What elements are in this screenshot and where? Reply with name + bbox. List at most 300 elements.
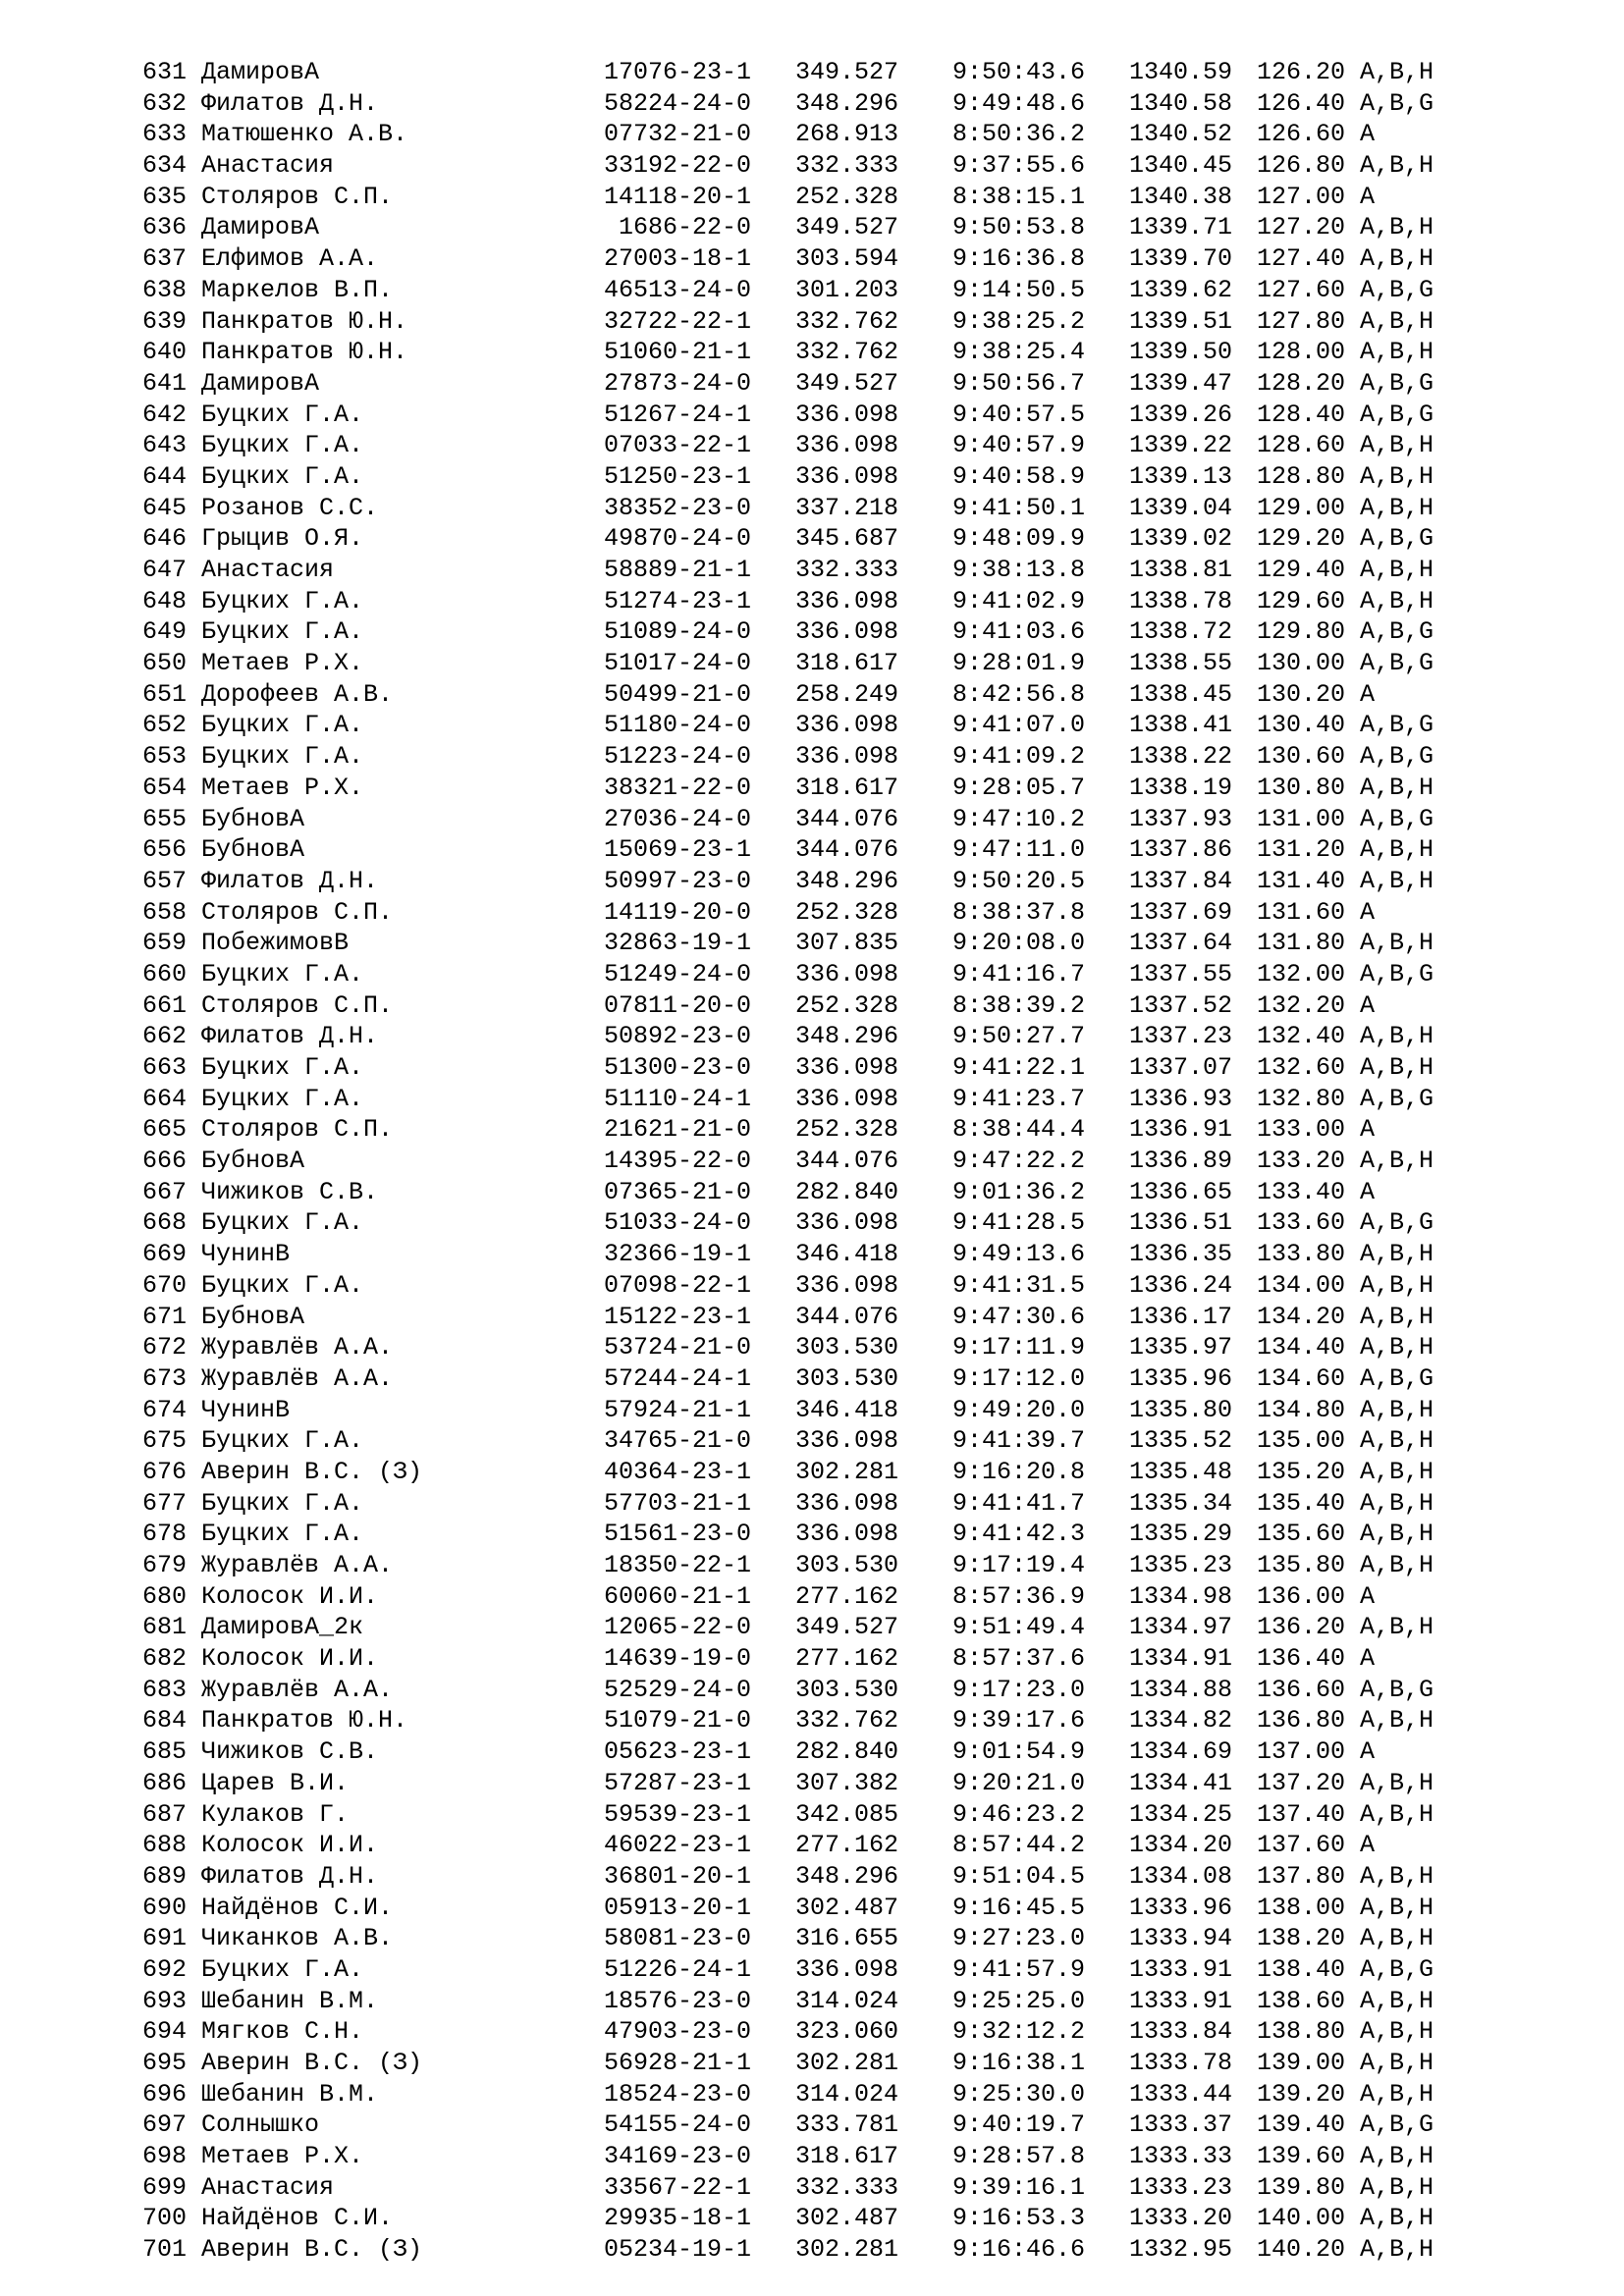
coefficient-cell: 139.40	[1256, 2110, 1345, 2140]
ring-number-cell: 38321-22-0	[603, 773, 751, 802]
speed-cell: 1333.23	[1128, 2172, 1232, 2202]
arrival-time-cell: 8:38:15.1	[951, 182, 1085, 211]
name-cell: Буцких Г.А.	[201, 400, 364, 429]
group-cell: A,B,H	[1360, 1147, 1435, 1176]
distance-cell: 336.098	[794, 1426, 898, 1456]
distance-cell: 268.913	[794, 120, 898, 149]
distance-cell: 336.098	[794, 742, 898, 772]
coefficient-cell: 134.20	[1256, 1302, 1345, 1331]
arrival-time-cell: 9:28:57.8	[951, 2142, 1085, 2171]
ring-number-cell: 27873-24-0	[603, 368, 751, 398]
speed-cell: 1333.84	[1128, 2017, 1232, 2047]
distance-cell: 348.296	[794, 88, 898, 118]
distance-cell: 348.296	[794, 1022, 898, 1051]
coefficient-cell: 138.20	[1256, 1924, 1345, 1953]
arrival-time-cell: 9:17:19.4	[951, 1551, 1085, 1579]
speed-cell: 1335.52	[1128, 1426, 1232, 1456]
name-cell: Столяров С.П.	[201, 182, 394, 211]
distance-cell: 303.530	[794, 1333, 898, 1362]
group-cell: A,B,H	[1360, 2017, 1435, 2047]
name-cell: Анастасия	[201, 2172, 335, 2202]
arrival-time-cell: 9:17:12.0	[951, 1363, 1085, 1393]
place-cell: 683	[142, 1675, 188, 1704]
speed-cell: 1340.58	[1128, 88, 1232, 118]
ring-number-cell: 51223-24-0	[603, 742, 751, 772]
group-cell: A,B,G	[1360, 742, 1435, 772]
place-cell: 670	[142, 1270, 188, 1300]
speed-cell: 1339.26	[1128, 400, 1232, 429]
arrival-time-cell: 9:16:38.1	[951, 2049, 1085, 2077]
group-cell: A	[1360, 679, 1376, 709]
place-cell: 643	[142, 431, 188, 460]
ring-number-cell: 15122-23-1	[603, 1302, 751, 1331]
speed-cell: 1335.80	[1128, 1395, 1232, 1424]
name-cell: Чиканков А.В.	[201, 1924, 394, 1953]
coefficient-cell: 135.60	[1256, 1520, 1345, 1549]
coefficient-cell: 135.00	[1256, 1426, 1345, 1456]
distance-cell: 344.076	[794, 835, 898, 865]
name-cell: ДамировА	[201, 58, 320, 86]
speed-cell: 1336.89	[1128, 1147, 1232, 1176]
distance-cell: 348.296	[794, 1861, 898, 1891]
coefficient-cell: 126.60	[1256, 120, 1345, 149]
name-cell: Буцких Г.А.	[201, 1084, 364, 1113]
place-cell: 697	[142, 2110, 188, 2140]
distance-cell: 336.098	[794, 617, 898, 647]
distance-cell: 344.076	[794, 1147, 898, 1176]
name-cell: Буцких Г.А.	[201, 586, 364, 615]
name-cell: Столяров С.П.	[201, 990, 394, 1020]
coefficient-cell: 129.40	[1256, 556, 1345, 584]
coefficient-cell: 126.40	[1256, 88, 1345, 118]
group-cell: A,B,H	[1360, 1488, 1435, 1518]
place-cell: 678	[142, 1520, 188, 1549]
ring-number-cell: 05623-23-1	[603, 1737, 751, 1767]
name-cell: Столяров С.П.	[201, 1115, 394, 1145]
place-cell: 693	[142, 1986, 188, 2015]
speed-cell: 1335.96	[1128, 1363, 1232, 1393]
arrival-time-cell: 9:47:11.0	[951, 835, 1085, 865]
distance-cell: 316.655	[794, 1924, 898, 1953]
arrival-time-cell: 9:14:50.5	[951, 275, 1085, 304]
name-cell: БубновА	[201, 1302, 305, 1331]
ring-number-cell: 51033-24-0	[603, 1208, 751, 1238]
distance-cell: 303.530	[794, 1675, 898, 1704]
speed-cell: 1340.59	[1128, 58, 1232, 86]
coefficient-cell: 134.40	[1256, 1333, 1345, 1362]
coefficient-cell: 131.20	[1256, 835, 1345, 865]
coefficient-cell: 133.20	[1256, 1147, 1345, 1176]
group-cell: A,B,H	[1360, 2204, 1435, 2233]
place-cell: 692	[142, 1954, 188, 1984]
coefficient-cell: 131.00	[1256, 804, 1345, 833]
ring-number-cell: 56928-21-1	[603, 2049, 751, 2077]
group-cell: A,B,G	[1360, 400, 1435, 429]
speed-cell: 1334.97	[1128, 1613, 1232, 1642]
coefficient-cell: 133.40	[1256, 1177, 1345, 1206]
name-cell: Грыцив О.Я.	[201, 524, 364, 554]
coefficient-cell: 140.00	[1256, 2204, 1345, 2233]
arrival-time-cell: 9:32:12.2	[951, 2017, 1085, 2047]
name-cell: Кулаков Г.	[201, 1799, 350, 1829]
name-cell: Буцких Г.А.	[201, 711, 364, 740]
group-cell: A,B,H	[1360, 1270, 1435, 1300]
place-cell: 631	[142, 58, 188, 86]
ring-number-cell: 54155-24-0	[603, 2110, 751, 2140]
distance-cell: 277.162	[794, 1831, 898, 1860]
arrival-time-cell: 9:39:17.6	[951, 1706, 1085, 1735]
place-cell: 661	[142, 990, 188, 1020]
arrival-time-cell: 9:38:13.8	[951, 556, 1085, 584]
name-cell: Буцких Г.А.	[201, 959, 364, 988]
speed-cell: 1335.29	[1128, 1520, 1232, 1549]
group-cell: A,B,H	[1360, 431, 1435, 460]
place-cell: 671	[142, 1302, 188, 1331]
place-cell: 695	[142, 2049, 188, 2077]
coefficient-cell: 138.60	[1256, 1986, 1345, 2015]
ring-number-cell: 58889-21-1	[603, 556, 751, 584]
place-cell: 656	[142, 835, 188, 865]
speed-cell: 1334.91	[1128, 1644, 1232, 1674]
arrival-time-cell: 9:47:22.2	[951, 1147, 1085, 1176]
ring-number-cell: 51180-24-0	[603, 711, 751, 740]
coefficient-cell: 135.80	[1256, 1551, 1345, 1579]
ring-number-cell: 57244-24-1	[603, 1363, 751, 1393]
ring-number-cell: 51267-24-1	[603, 400, 751, 429]
ring-number-cell: 51561-23-0	[603, 1520, 751, 1549]
distance-cell: 336.098	[794, 400, 898, 429]
place-cell: 690	[142, 1893, 188, 1922]
distance-cell: 336.098	[794, 1208, 898, 1238]
distance-cell: 323.060	[794, 2017, 898, 2047]
arrival-time-cell: 9:41:57.9	[951, 1954, 1085, 1984]
arrival-time-cell: 9:01:36.2	[951, 1177, 1085, 1206]
distance-cell: 332.762	[794, 1706, 898, 1735]
name-cell: БубновА	[201, 835, 305, 865]
distance-cell: 346.418	[794, 1240, 898, 1269]
coefficient-cell: 131.40	[1256, 866, 1345, 895]
coefficient-cell: 130.60	[1256, 742, 1345, 772]
arrival-time-cell: 9:16:36.8	[951, 244, 1085, 274]
name-cell: Дорофеев А.В.	[201, 679, 394, 709]
coefficient-cell: 136.20	[1256, 1613, 1345, 1642]
coefficient-cell: 130.40	[1256, 711, 1345, 740]
group-cell: A,B,G	[1360, 2110, 1435, 2140]
name-cell: Буцких Г.А.	[201, 431, 364, 460]
coefficient-cell: 135.20	[1256, 1457, 1345, 1486]
place-cell: 633	[142, 120, 188, 149]
distance-cell: 332.333	[794, 556, 898, 584]
arrival-time-cell: 8:42:56.8	[951, 679, 1085, 709]
ring-number-cell: 34765-21-0	[603, 1426, 751, 1456]
place-cell: 634	[142, 151, 188, 181]
speed-cell: 1338.45	[1128, 679, 1232, 709]
ring-number-cell: 1686-22-0	[618, 213, 751, 242]
ring-number-cell: 52529-24-0	[603, 1675, 751, 1704]
name-cell: Мягков С.Н.	[201, 2017, 364, 2047]
place-cell: 640	[142, 338, 188, 367]
place-cell: 642	[142, 400, 188, 429]
name-cell: ЧунинВ	[201, 1395, 291, 1424]
coefficient-cell: 137.60	[1256, 1831, 1345, 1860]
coefficient-cell: 127.20	[1256, 213, 1345, 242]
coefficient-cell: 134.60	[1256, 1363, 1345, 1393]
group-cell: A,B,H	[1360, 1240, 1435, 1269]
speed-cell: 1337.07	[1128, 1053, 1232, 1082]
distance-cell: 336.098	[794, 1270, 898, 1300]
arrival-time-cell: 9:40:58.9	[951, 461, 1085, 491]
coefficient-cell: 127.00	[1256, 182, 1345, 211]
speed-cell: 1337.23	[1128, 1022, 1232, 1051]
ring-number-cell: 18350-22-1	[603, 1551, 751, 1579]
arrival-time-cell: 9:16:20.8	[951, 1457, 1085, 1486]
place-cell: 641	[142, 368, 188, 398]
name-cell: Розанов С.С.	[201, 493, 379, 522]
place-cell: 636	[142, 213, 188, 242]
name-cell: Шебанин В.М.	[201, 2079, 379, 2109]
coefficient-cell: 128.60	[1256, 431, 1345, 460]
arrival-time-cell: 9:41:07.0	[951, 711, 1085, 740]
coefficient-cell: 130.00	[1256, 649, 1345, 678]
speed-cell: 1335.97	[1128, 1333, 1232, 1362]
place-cell: 676	[142, 1457, 188, 1486]
name-cell: Метаев Р.Х.	[201, 2142, 364, 2171]
arrival-time-cell: 9:51:04.5	[951, 1861, 1085, 1891]
name-cell: Чижиков С.В.	[201, 1177, 379, 1206]
distance-cell: 333.781	[794, 2110, 898, 2140]
arrival-time-cell: 9:38:25.4	[951, 338, 1085, 367]
speed-cell: 1340.52	[1128, 120, 1232, 149]
name-cell: ЧунинВ	[201, 1240, 291, 1269]
distance-cell: 302.487	[794, 2204, 898, 2233]
arrival-time-cell: 9:28:05.7	[951, 773, 1085, 802]
place-cell: 687	[142, 1799, 188, 1829]
group-cell: A,B,G	[1360, 275, 1435, 304]
ring-number-cell: 53724-21-0	[603, 1333, 751, 1362]
ring-number-cell: 07811-20-0	[603, 990, 751, 1020]
coefficient-cell: 133.00	[1256, 1115, 1345, 1145]
coefficient-cell: 136.60	[1256, 1675, 1345, 1704]
group-cell: A,B,H	[1360, 2049, 1435, 2077]
speed-cell: 1335.48	[1128, 1457, 1232, 1486]
group-cell: A,B,H	[1360, 1426, 1435, 1456]
arrival-time-cell: 9:47:30.6	[951, 1302, 1085, 1331]
place-cell: 647	[142, 556, 188, 584]
name-cell: Панкратов Ю.Н.	[201, 306, 408, 336]
ring-number-cell: 33192-22-0	[603, 151, 751, 181]
ring-number-cell: 57703-21-1	[603, 1488, 751, 1518]
distance-cell: 303.594	[794, 244, 898, 274]
arrival-time-cell: 9:20:08.0	[951, 929, 1085, 958]
group-cell: A,B,H	[1360, 151, 1435, 181]
group-cell: A	[1360, 1737, 1376, 1767]
group-cell: A,B,G	[1360, 959, 1435, 988]
coefficient-cell: 132.60	[1256, 1053, 1345, 1082]
ring-number-cell: 07365-21-0	[603, 1177, 751, 1206]
arrival-time-cell: 9:39:16.1	[951, 2172, 1085, 2202]
speed-cell: 1334.08	[1128, 1861, 1232, 1891]
arrival-time-cell: 8:38:39.2	[951, 990, 1085, 1020]
group-cell: A	[1360, 1644, 1376, 1674]
name-cell: Колосок И.И.	[201, 1831, 379, 1860]
place-cell: 677	[142, 1488, 188, 1518]
place-cell: 664	[142, 1084, 188, 1113]
ring-number-cell: 51017-24-0	[603, 649, 751, 678]
arrival-time-cell: 9:25:30.0	[951, 2079, 1085, 2109]
group-cell: A,B,H	[1360, 338, 1435, 367]
speed-cell: 1334.20	[1128, 1831, 1232, 1860]
group-cell: A,B,H	[1360, 213, 1435, 242]
arrival-time-cell: 9:50:27.7	[951, 1022, 1085, 1051]
place-cell: 689	[142, 1861, 188, 1891]
distance-cell: 336.098	[794, 461, 898, 491]
ring-number-cell: 50499-21-0	[603, 679, 751, 709]
distance-cell: 301.203	[794, 275, 898, 304]
coefficient-cell: 132.00	[1256, 959, 1345, 988]
arrival-time-cell: 9:49:13.6	[951, 1240, 1085, 1269]
place-cell: 648	[142, 586, 188, 615]
place-cell: 699	[142, 2172, 188, 2202]
ring-number-cell: 14395-22-0	[603, 1147, 751, 1176]
coefficient-cell: 138.40	[1256, 1954, 1345, 1984]
ring-number-cell: 29935-18-1	[603, 2204, 751, 2233]
name-cell: Матюшенко А.В.	[201, 120, 408, 149]
name-cell: Елфимов А.А.	[201, 244, 379, 274]
coefficient-cell: 134.00	[1256, 1270, 1345, 1300]
speed-cell: 1338.78	[1128, 586, 1232, 615]
group-cell: A,B,H	[1360, 929, 1435, 958]
place-cell: 645	[142, 493, 188, 522]
name-cell: ПобежимовВ	[201, 929, 350, 958]
ring-number-cell: 51079-21-0	[603, 1706, 751, 1735]
name-cell: Журавлёв А.А.	[201, 1675, 394, 1704]
speed-cell: 1339.71	[1128, 213, 1232, 242]
ring-number-cell: 17076-23-1	[603, 58, 751, 86]
name-cell: Филатов Д.Н.	[201, 88, 379, 118]
arrival-time-cell: 9:20:21.0	[951, 1768, 1085, 1797]
ring-number-cell: 32366-19-1	[603, 1240, 751, 1269]
coefficient-cell: 136.00	[1256, 1581, 1345, 1611]
group-cell: A,B,H	[1360, 1395, 1435, 1424]
place-cell: 675	[142, 1426, 188, 1456]
ring-number-cell: 33567-22-1	[603, 2172, 751, 2202]
place-cell: 637	[142, 244, 188, 274]
distance-cell: 342.085	[794, 1799, 898, 1829]
coefficient-cell: 129.20	[1256, 524, 1345, 554]
ring-number-cell: 07098-22-1	[603, 1270, 751, 1300]
name-cell: Панкратов Ю.Н.	[201, 338, 408, 367]
name-cell: Найдёнов С.И.	[201, 1893, 394, 1922]
coefficient-cell: 132.20	[1256, 990, 1345, 1020]
coefficient-cell: 132.80	[1256, 1084, 1345, 1113]
group-cell: A,B,H	[1360, 306, 1435, 336]
name-cell: ДамировА	[201, 368, 320, 398]
speed-cell: 1336.93	[1128, 1084, 1232, 1113]
distance-cell: 258.249	[794, 679, 898, 709]
group-cell: A,B,H	[1360, 1861, 1435, 1891]
group-cell: A,B,G	[1360, 1363, 1435, 1393]
group-cell: A,B,H	[1360, 461, 1435, 491]
coefficient-cell: 133.60	[1256, 1208, 1345, 1238]
coefficient-cell: 139.60	[1256, 2142, 1345, 2171]
place-cell: 688	[142, 1831, 188, 1860]
arrival-time-cell: 9:50:43.6	[951, 58, 1085, 86]
speed-cell: 1337.93	[1128, 804, 1232, 833]
coefficient-cell: 130.20	[1256, 679, 1345, 709]
speed-cell: 1335.34	[1128, 1488, 1232, 1518]
ring-number-cell: 57287-23-1	[603, 1768, 751, 1797]
speed-cell: 1336.17	[1128, 1302, 1232, 1331]
arrival-time-cell: 9:41:22.1	[951, 1053, 1085, 1082]
place-cell: 668	[142, 1208, 188, 1238]
ring-number-cell: 51089-24-0	[603, 617, 751, 647]
distance-cell: 302.487	[794, 1893, 898, 1922]
place-cell: 646	[142, 524, 188, 554]
place-cell: 694	[142, 2017, 188, 2047]
arrival-time-cell: 9:01:54.9	[951, 1737, 1085, 1767]
speed-cell: 1340.38	[1128, 182, 1232, 211]
place-cell: 669	[142, 1240, 188, 1269]
group-cell: A,B,H	[1360, 1551, 1435, 1579]
speed-cell: 1335.23	[1128, 1551, 1232, 1579]
distance-cell: 318.617	[794, 649, 898, 678]
name-cell: БубновА	[201, 804, 305, 833]
name-cell: Буцких Г.А.	[201, 742, 364, 772]
name-cell: Аверин В.С. (З)	[201, 2049, 423, 2077]
coefficient-cell: 137.00	[1256, 1737, 1345, 1767]
name-cell: Филатов Д.Н.	[201, 1861, 379, 1891]
ring-number-cell: 51226-24-1	[603, 1954, 751, 1984]
name-cell: Чижиков С.В.	[201, 1737, 379, 1767]
distance-cell: 344.076	[794, 804, 898, 833]
ring-number-cell: 18524-23-0	[603, 2079, 751, 2109]
group-cell: A,B,G	[1360, 368, 1435, 398]
coefficient-cell: 128.40	[1256, 400, 1345, 429]
distance-cell: 303.530	[794, 1363, 898, 1393]
group-cell: A,B,H	[1360, 773, 1435, 802]
place-cell: 644	[142, 461, 188, 491]
group-cell: A,B,H	[1360, 1893, 1435, 1922]
place-cell: 657	[142, 866, 188, 895]
name-cell: Найдёнов С.И.	[201, 2204, 394, 2233]
distance-cell: 336.098	[794, 959, 898, 988]
name-cell: Буцких Г.А.	[201, 1954, 364, 1984]
name-cell: Панкратов Ю.Н.	[201, 1706, 408, 1735]
arrival-time-cell: 9:46:23.2	[951, 1799, 1085, 1829]
arrival-time-cell: 9:41:28.5	[951, 1208, 1085, 1238]
speed-cell: 1333.33	[1128, 2142, 1232, 2171]
place-cell: 701	[142, 2235, 188, 2265]
ring-number-cell: 60060-21-1	[603, 1581, 751, 1611]
speed-cell: 1340.45	[1128, 151, 1232, 181]
distance-cell: 303.530	[794, 1551, 898, 1579]
ring-number-cell: 46022-23-1	[603, 1831, 751, 1860]
name-cell: Шебанин В.М.	[201, 1986, 379, 2015]
speed-cell: 1336.91	[1128, 1115, 1232, 1145]
ring-number-cell: 07033-22-1	[603, 431, 751, 460]
coefficient-cell: 139.20	[1256, 2079, 1345, 2109]
place-cell: 639	[142, 306, 188, 336]
speed-cell: 1333.96	[1128, 1893, 1232, 1922]
coefficient-cell: 132.40	[1256, 1022, 1345, 1051]
speed-cell: 1337.69	[1128, 897, 1232, 927]
name-cell: Буцких Г.А.	[201, 617, 364, 647]
speed-cell: 1337.52	[1128, 990, 1232, 1020]
speed-cell: 1332.95	[1128, 2235, 1232, 2265]
speed-cell: 1334.41	[1128, 1768, 1232, 1797]
distance-cell: 252.328	[794, 1115, 898, 1145]
speed-cell: 1333.94	[1128, 1924, 1232, 1953]
